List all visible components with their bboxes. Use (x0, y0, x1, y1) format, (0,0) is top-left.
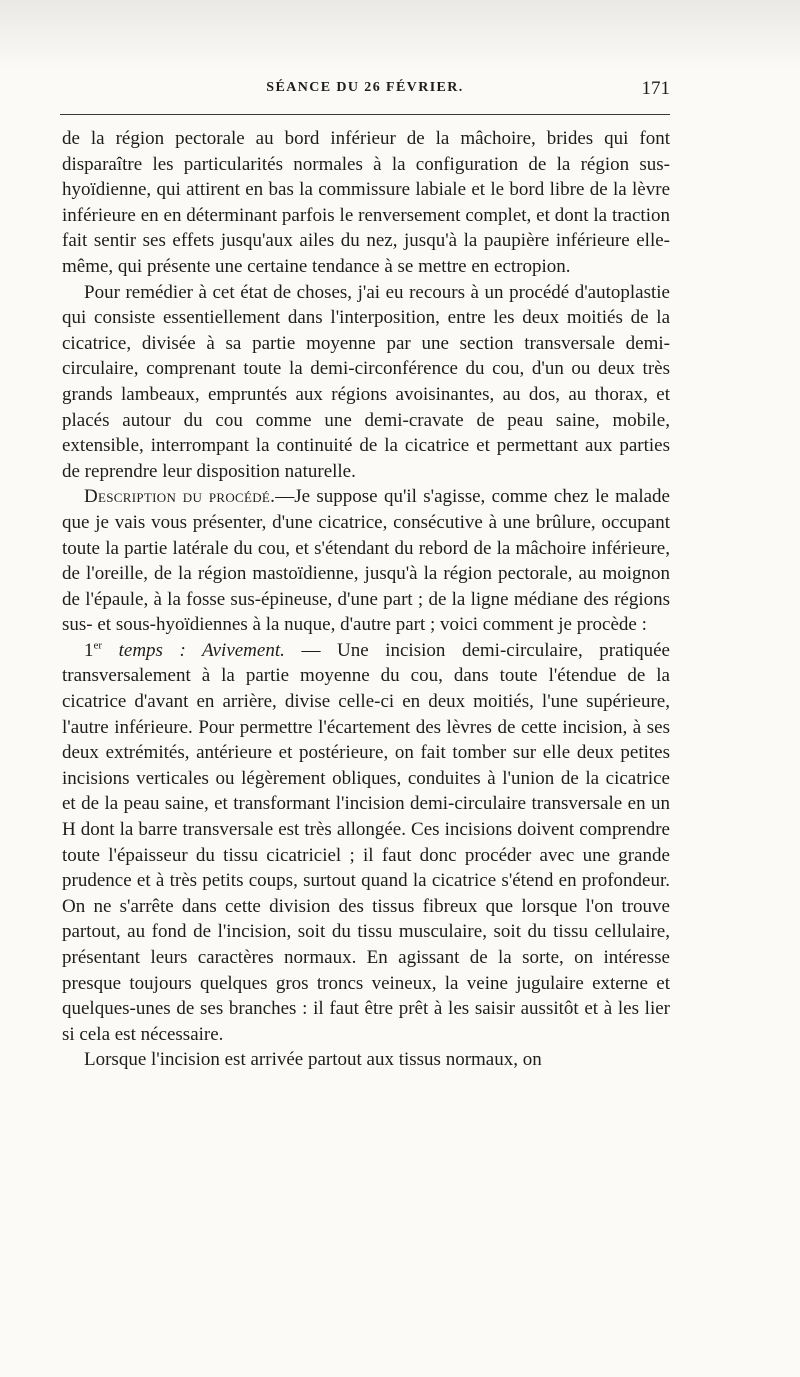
paragraph-incision (62, 1047, 670, 1073)
paragraph-description (62, 484, 670, 638)
paragraph-text: Pour remédier à cet état de choses, j'ai eu recours à un procédé d'autoplastie qui consiste essentiellement dans l'interposition, entre les deux moitiés de la cicatrice, divisée à sa partie moyenne par une section transversale demi-circulaire, comprenant toute la demi-circonférence du cou, d'un ou deux très grands lambeaux, empruntés aux régions avoisinantes, au dos, au thorax, et placés autour du cou comme une demi-cravate de peau saine, mobile, extensible, interrompant la continuité de la cicatrice et permettant aux parties de reprendre leur disposition naturelle. (62, 281, 670, 482)
step-ordinal-suffix: er (93, 639, 103, 652)
paragraph-text: Lorsque l'incision est arrivée partout aux tissus normaux, on (84, 1049, 542, 1071)
paragraph-first-step (62, 638, 670, 1048)
header-rule (60, 114, 670, 115)
page-number: 171 (641, 78, 670, 99)
step-ordinal: 1 (84, 639, 94, 661)
running-title: SÉANCE DU 26 FÉVRIER. (266, 80, 464, 95)
paragraph-text: — Une incision demi-circulaire, pratiquée transversalement à la partie moyenne du cou, dans toute l'étendue de la cicatrice d'avant en arrière, divise celle-ci en deux moitiés, l'une supérieure, l'autre inférieure. Pour permettre l'écartement des lèvres de cette incision, à ses deux extrémités, antérieure et postérieure, on fait tomber sur elle deux petites incisions verticales ou légèrement obliques, conduites à l'union de la cicatrice et de la peau saine, et transformant l'incision demi-circulaire transversale en un H dont la barre transversale est très allongée. Ces incisions doivent comprendre toute l'épaisseur du tissu cicatriciel ; il faut donc procéder avec une grande prudence et à très petits coups, surtout quand la cicatrice s'étend en profondeur. On ne s'arrête dans cette division des tissus fibreux que lorsque l'on trouve partout, au fond de l'incision, soit du tissu musculaire, soit du tissu cellulaire, présentant leurs caractères normaux. En agissant de la sorte, on intéresse presque toujours quelques gros troncs veineux, la veine jugulaire externe et quelques-unes de ses branches : il faut être prêt à les saisir aussitôt et à les lier si cela est nécessaire. (62, 639, 670, 1045)
paragraph-continuation (62, 126, 670, 280)
paragraph-remedy (62, 280, 670, 485)
paragraph-text: de la région pectorale au bord inférieur de la mâchoire, brides qui font disparaître les particularités normales à la configuration de la région sus-hyoïdienne, qui attirent en bas la commissure labiale et le bord libre de la lèvre inférieure en en déterminant parfois le renversement complet, et dont la traction fait sentir ses effets jusqu'aux ailes du nez, jusqu'à la paupière inférieure elle-même, qui présente une certaine tendance à se mettre en ectropion. (62, 128, 670, 277)
running-head (60, 78, 670, 102)
body-text (62, 126, 670, 1073)
step-heading: temps : Avivement. (102, 639, 285, 661)
paragraph-text: —Je suppose qu'il s'agisse, comme chez le malade que je vais vous présenter, d'une cicatrice, consécutive à une brûlure, occupant toute la partie latérale du cou, et s'étendant du rebord de la mâchoire inférieure, de l'oreille, de la région mastoïdienne, jusqu'à la région pectorale, au moignon de l'épaule, à la fosse sus-épineuse, d'une part ; de la ligne médiane des régions sus- et sous-hyoïdiennes à la nuque, d'autre part ; voici comment je procède : (62, 486, 670, 636)
scan-edge-shading (0, 0, 800, 70)
section-heading: Description du procédé. (84, 486, 276, 508)
